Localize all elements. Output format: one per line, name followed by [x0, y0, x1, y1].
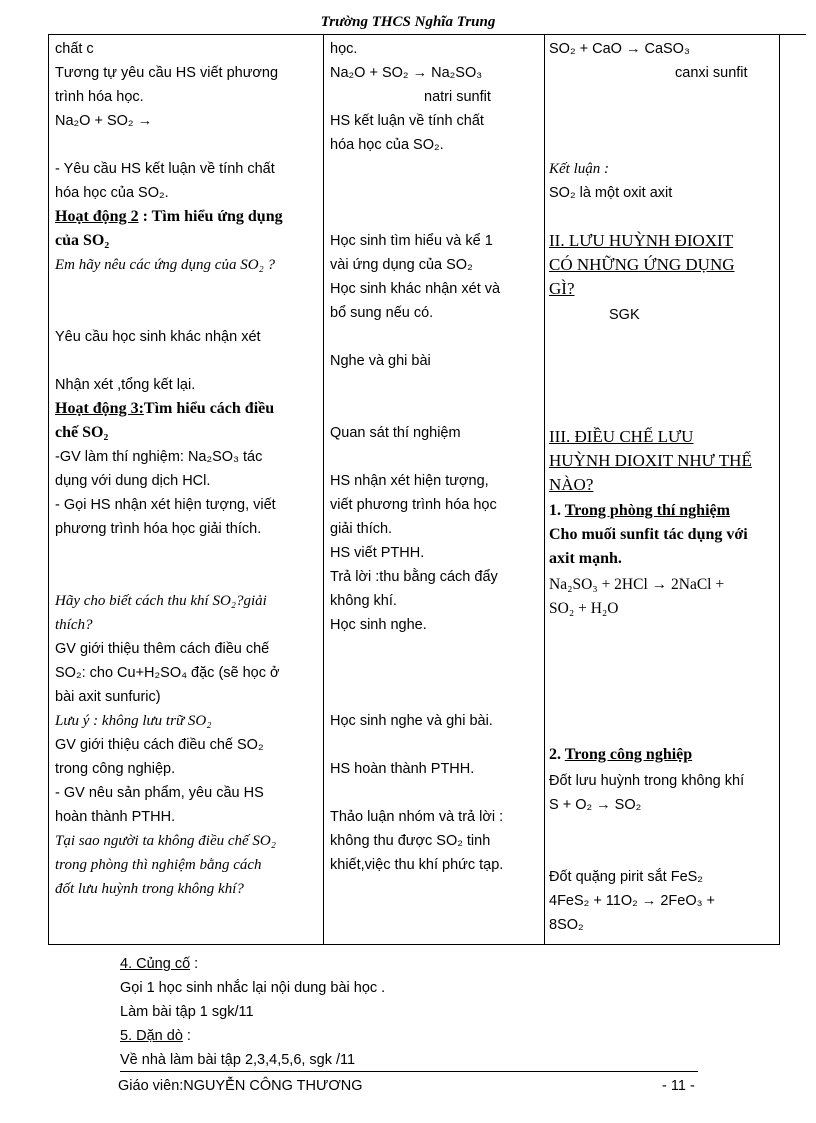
- table-line: hoàn thành PTHH.: [55, 809, 176, 825]
- table-line: - Yêu cầu HS kết luận về tính chất: [55, 161, 275, 177]
- table-line: viết phương trình hóa học: [330, 497, 497, 513]
- question-line: Em hãy nêu các ứng dụng của SO₂ ?: [55, 257, 276, 273]
- section-heading: III. ĐIỀU CHẾ LƯU: [549, 427, 694, 446]
- table-line: 4FeS₂ + 11O₂ → 2FeO₃ +: [549, 893, 715, 909]
- column-divider: [323, 35, 324, 944]
- table-line: SO₂ là một oxit axit: [549, 185, 673, 201]
- table-line: HS kết luận về tính chất: [330, 113, 484, 129]
- table-line: phương trình hóa học giải thích.: [55, 521, 262, 537]
- subsection-heading: 1. Trong phòng thí nghiệm: [549, 502, 730, 519]
- question-line: đốt lưu huỳnh trong không khí?: [55, 881, 244, 897]
- table-line: S + O₂ → SO₂: [549, 797, 642, 813]
- table-line: Na₂O + SO₂ →: [55, 113, 153, 129]
- table-line: Tương tự yêu cầu HS viết phương: [55, 65, 279, 81]
- table-line: chế SO₂: [55, 424, 109, 441]
- table-line: Đốt quặng pirit sắt FeS₂: [549, 869, 703, 885]
- table-line: axit mạnh.: [549, 550, 622, 567]
- table-line: Học sinh nghe và ghi bài.: [330, 713, 493, 729]
- table-line: không thu được SO₂ tinh: [330, 833, 491, 849]
- teacher-activities-column: [55, 35, 321, 944]
- conclusion-label: Kết luận :: [549, 161, 609, 177]
- table-line: SGK: [609, 307, 640, 323]
- table-line: hóa học của SO₂.: [55, 185, 169, 201]
- activity-2-label: Hoạt động 2: [55, 208, 139, 225]
- table-line: giải thích.: [330, 521, 393, 537]
- table-line: Nghe và ghi bài: [330, 353, 431, 369]
- consolidation-heading: 4. Củng cố :: [120, 956, 199, 972]
- table-line: HS viết PTHH.: [330, 545, 425, 561]
- table-line: HS nhận xét hiện tượng,: [330, 473, 489, 489]
- consolidation-line: Gọi 1 học sinh nhắc lại nội dung bài học .: [120, 980, 386, 996]
- table-line: SO₂: cho Cu+H₂SO₄ đặc (sẽ học ở: [55, 665, 280, 681]
- section-heading: HUỲNH DIOXIT NHƯ THẾ: [549, 451, 752, 470]
- section-heading: NÀO?: [549, 475, 594, 494]
- activity-3-label: Hoạt động 3:: [55, 400, 144, 417]
- table-line: bài axit sunfuric): [55, 689, 161, 705]
- activity-2-heading: Hoạt động 2 : Tìm hiểu ứng dụng: [55, 208, 283, 225]
- lesson-table: [48, 35, 780, 945]
- table-line: Quan sát thí nghiệm: [330, 425, 461, 441]
- section-heading: II. LƯU HUỲNH ĐIOXIT: [549, 231, 734, 250]
- table-line: Na₂SO₃ + 2HCl → 2NaCl +: [549, 576, 725, 593]
- table-line: Học sinh khác nhận xét và: [330, 281, 501, 297]
- table-line: 8SO₂: [549, 917, 584, 933]
- table-line: dụng với dung dịch HCl.: [55, 473, 211, 489]
- table-line: Học sinh tìm hiểu và kể 1: [330, 233, 493, 249]
- table-line: học.: [330, 41, 358, 57]
- table-line: trong công nghiệp.: [55, 761, 176, 777]
- question-line: Hãy cho biết cách thu khí SO₂?giải: [55, 593, 267, 609]
- table-line: GV giới thiệu thêm cách điều chế: [55, 641, 270, 657]
- subsection-heading: 2. Trong công nghiệp: [549, 746, 693, 763]
- activity-3-heading: Hoạt động 3:Tìm hiểu cách điều: [55, 400, 275, 417]
- table-line: chất c: [55, 41, 94, 57]
- table-line: Thảo luận nhóm và trả lời :: [330, 809, 504, 825]
- page-number: - 11 -: [662, 1078, 695, 1094]
- table-line: canxi sunfit: [675, 65, 748, 81]
- table-line: HS hoàn thành PTHH.: [330, 761, 475, 777]
- table-line: Na₂O + SO₂ → Na₂SO₃: [330, 65, 483, 81]
- table-line: -GV làm thí nghiệm: Na₂SO₃ tác: [55, 449, 263, 465]
- student-activities-column: [330, 35, 542, 944]
- table-line: hóa học của SO₂.: [330, 137, 444, 153]
- table-line: vài ứng dụng của SO₂: [330, 257, 473, 273]
- homework-heading: 5. Dặn dò :: [120, 1028, 191, 1044]
- question-line: Tại sao người ta không điều chế SO₂: [55, 833, 276, 849]
- footer-rule: [120, 1071, 698, 1072]
- footer-teacher: Giáo viên:NGUYỄN CÔNG THƯƠNG: [118, 1078, 363, 1094]
- table-line: GV giới thiệu cách điều chế SO₂: [55, 737, 264, 753]
- table-line: không khí.: [330, 593, 397, 609]
- table-line: SO₂ + CaO → CaSO₃: [549, 41, 690, 57]
- column-divider: [544, 35, 545, 944]
- section-heading: GÌ?: [549, 279, 575, 298]
- table-line: của SO₂: [55, 232, 110, 249]
- table-line: - Gọi HS nhận xét hiện tượng, viết: [55, 497, 276, 513]
- note-line: Lưu ý : không lưu trữ SO₂: [55, 713, 212, 729]
- table-line: - GV nêu sản phẩm, yêu cầu HS: [55, 785, 264, 801]
- lesson-content-column: [549, 35, 777, 944]
- homework-line: Về nhà làm bài tập 2,3,4,5,6, sgk /11: [120, 1052, 356, 1068]
- table-line: Cho muối sunfit tác dụng với: [549, 526, 748, 543]
- table-line: trình hóa học.: [55, 89, 144, 105]
- section-heading: CÓ NHỮNG ỨNG DỤNG: [549, 255, 735, 274]
- table-line: Trả lời :thu bằng cách đẩy: [330, 569, 498, 585]
- table-line: Yêu cầu học sinh khác nhận xét: [55, 329, 261, 345]
- table-line: Nhận xét ,tổng kết lại.: [55, 377, 196, 393]
- table-line: natri sunfit: [424, 89, 491, 105]
- page-header: Trường THCS Nghĩa Trung: [320, 14, 496, 30]
- table-line: Đốt lưu huỳnh trong không khí: [549, 773, 745, 789]
- table-line: Học sinh nghe.: [330, 617, 427, 633]
- table-line: khiết,việc thu khí phức tạp.: [330, 857, 504, 873]
- question-line: thích?: [55, 617, 93, 633]
- consolidation-line: Làm bài tập 1 sgk/11: [120, 1004, 254, 1020]
- table-line: bổ sung nếu có.: [330, 305, 434, 321]
- table-line: SO₂ + H₂O: [549, 600, 619, 617]
- question-line: trong phòng thì nghiệm bằng cách: [55, 857, 262, 873]
